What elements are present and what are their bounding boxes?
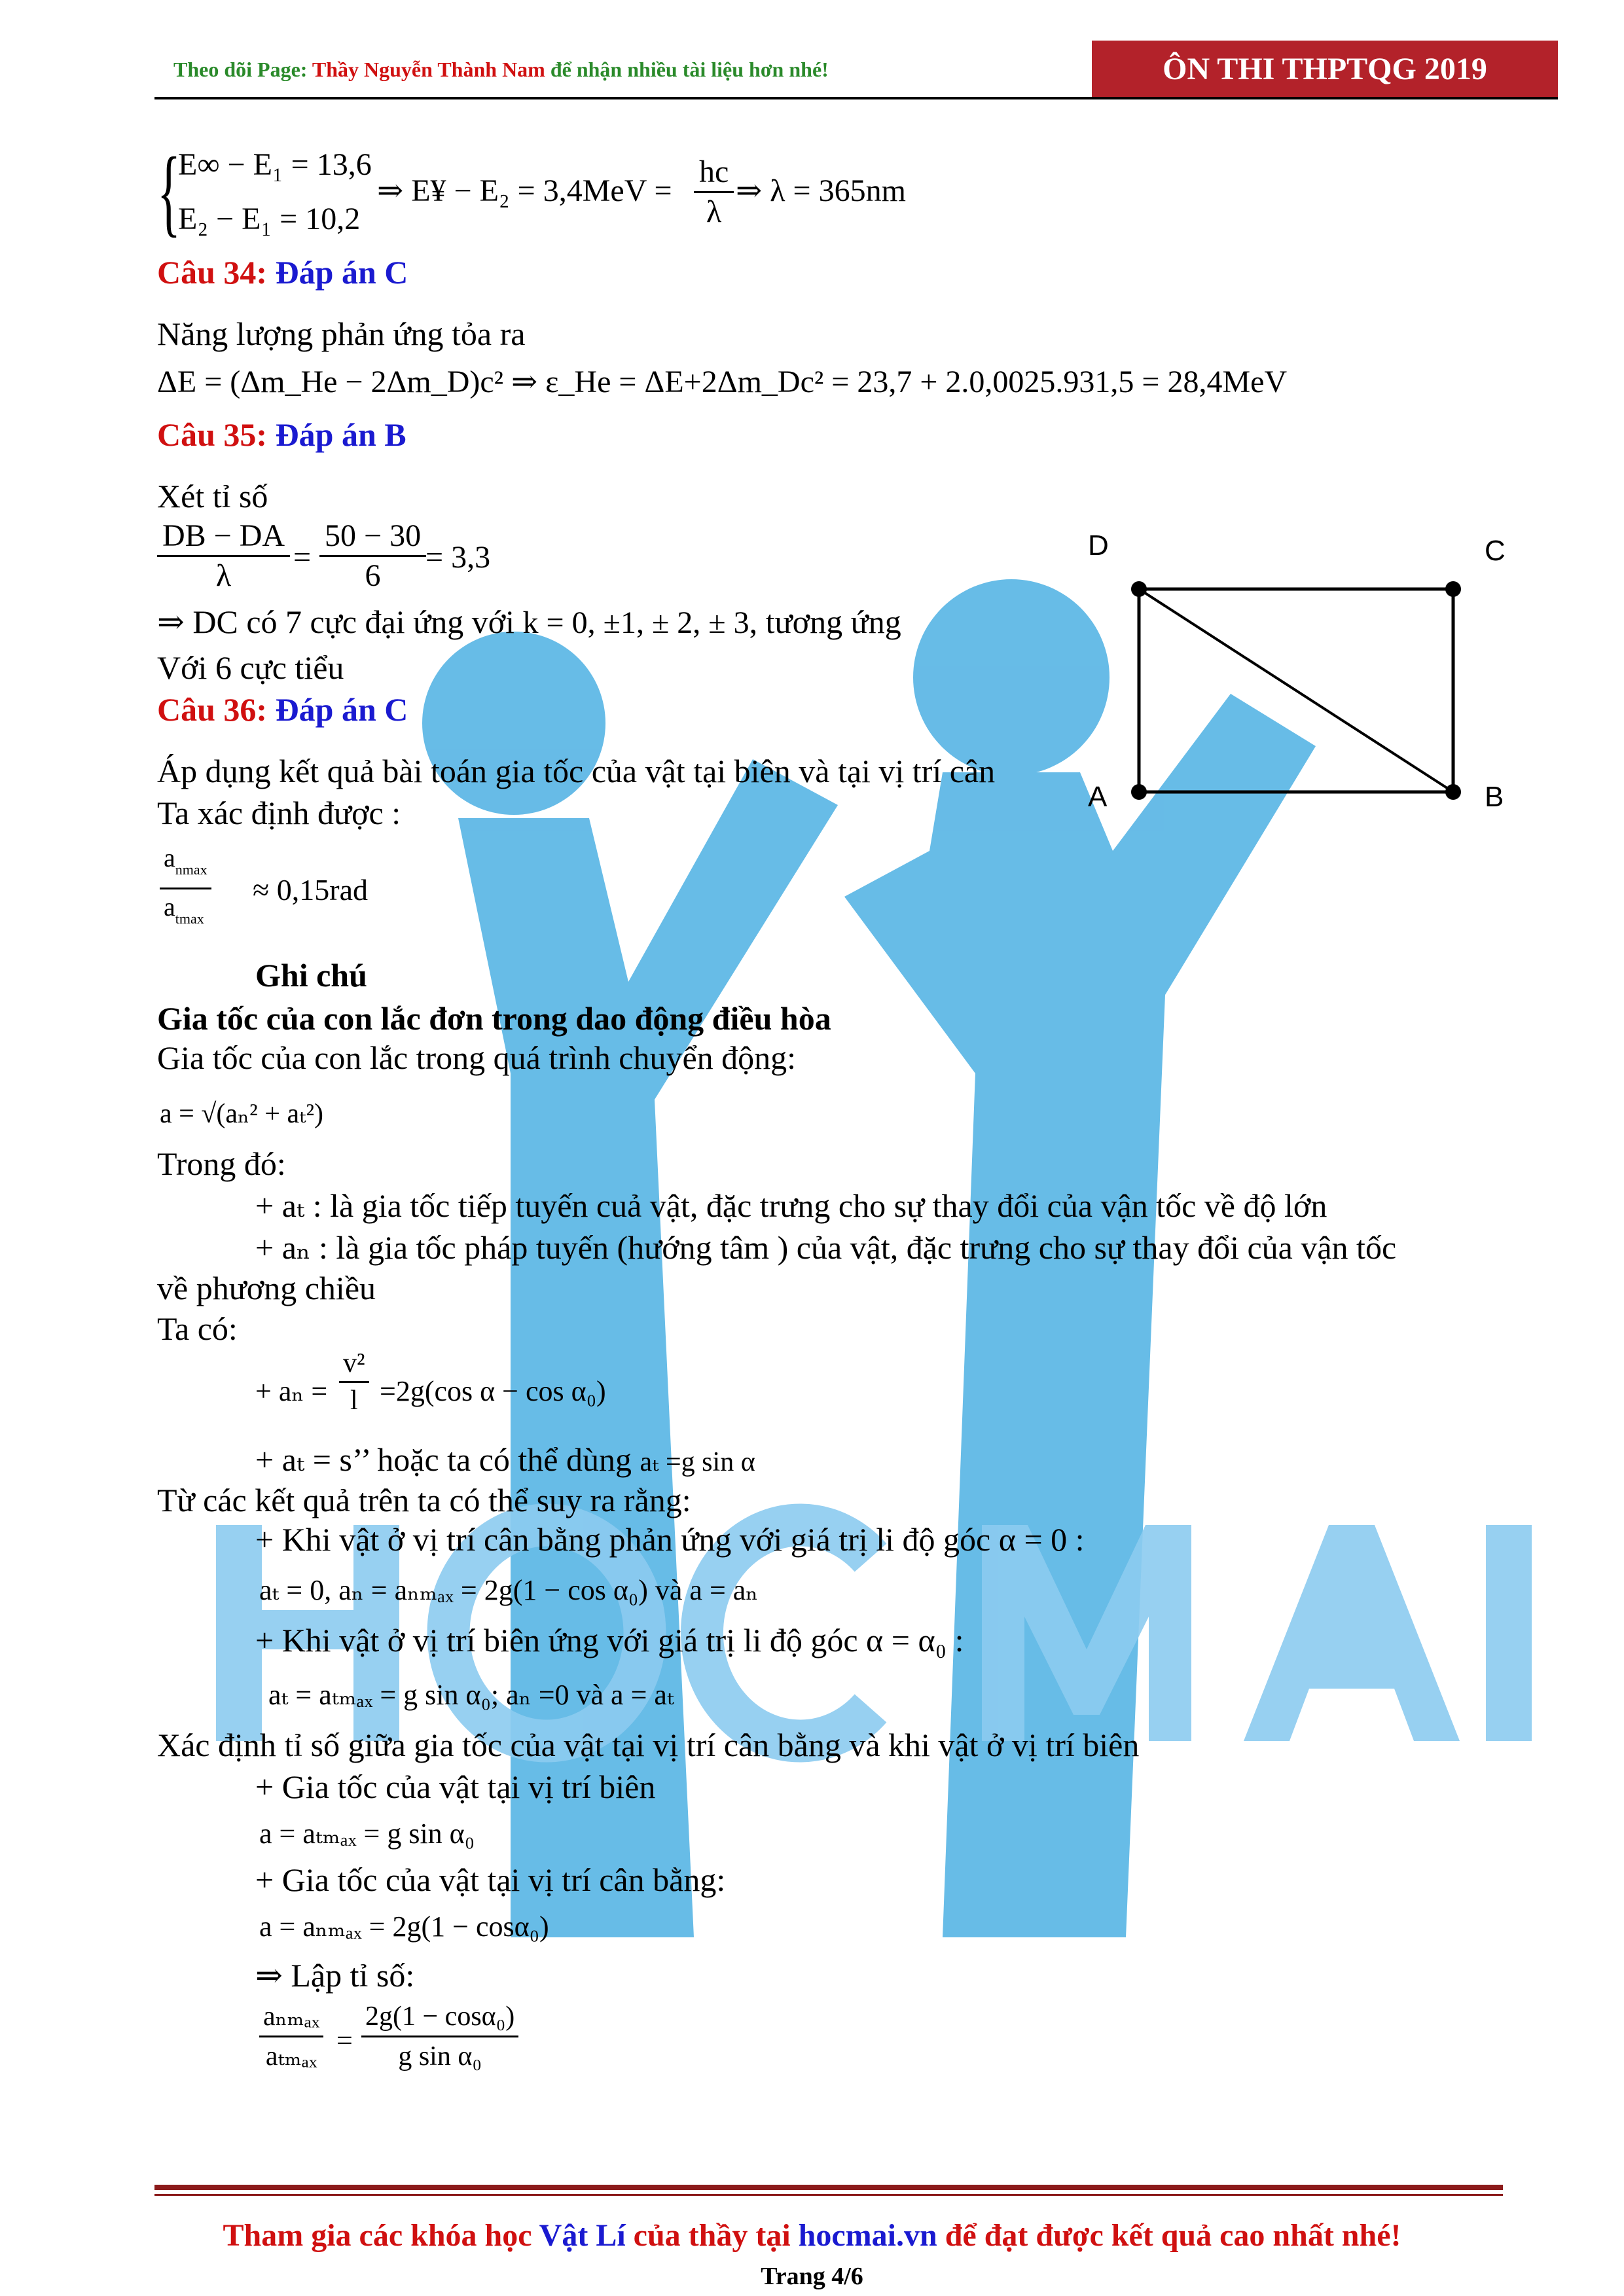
q35-fraction2 (319, 517, 426, 595)
note-title: Ghi chú (255, 957, 367, 994)
q36-line2: Ta xác định được : (157, 795, 401, 831)
q34-formula: ΔE = (Δm_He − 2Δm_D)c² ⇒ ε_He = ΔE+2Δm_Dc² = 23,7 + 2.0,0025.931,5 = 28,4MeV (157, 365, 1288, 399)
follow-prefix: Theo dõi Page: (173, 58, 312, 81)
q35-rectangle-diagram (1074, 524, 1519, 825)
q36-line1: Áp dụng kết quả bài toán gia tốc của vật tại biên và tại vị trí cân (157, 753, 996, 789)
note-l9 (255, 1440, 755, 1482)
note-l12: aₜ = 0, aₙ = aₙₘₐₓ = 2g(1 − cos α₀) và a = aₙ (259, 1574, 759, 1606)
diagram-diagonal-db (1139, 589, 1453, 792)
q36-ratio-num: $a_{nmax}$ (160, 840, 211, 889)
note-l8-b: =2g(cos α − cos α₀) (380, 1375, 606, 1407)
page-number: Trang 4/6 (761, 2263, 863, 2290)
note-l1: Gia tốc của con lắc trong quá trình chuyển động: (157, 1039, 797, 1076)
note-l2: a = √(aₙ² + aₜ²) (160, 1099, 324, 1129)
note-l7: Ta có: (157, 1310, 238, 1347)
footer-promo: Tham gia các khóa học Vật Lí của thầy tại hocmai.vn để đạt được kết quả cao nhất nhé! (223, 2218, 1401, 2253)
note-l3: Trong đó: (157, 1145, 286, 1182)
q33-system-brace: { (157, 137, 181, 246)
q35-result: = 3,3 (425, 540, 491, 575)
label-d: D (1088, 529, 1109, 562)
q35-line2-b: , tương ứng (749, 603, 901, 640)
q36-answer: Đáp án C (275, 691, 408, 728)
note-l8-fraction (339, 1346, 369, 1418)
q35-answer: Đáp án B (275, 416, 406, 453)
note-l10: Từ các kết quả trên ta có thể suy ra rằng: (157, 1482, 691, 1518)
point-b (1445, 784, 1461, 800)
q35-line2 (157, 602, 901, 643)
footer-divider-thin (154, 2194, 1503, 2196)
note-l15: Xác định tỉ số giữa gia tốc của vật tại vị trí cân bằng và khi vật ở vị trí biên (157, 1727, 1140, 1763)
q33-frac-den: λ (706, 194, 722, 229)
note-l21-den-left: aₜₘₐₓ (265, 2041, 317, 2072)
note-l8-den: l (350, 1386, 358, 1416)
footer-subject: Vật Lí (539, 2218, 626, 2253)
q34-line1: Năng lượng phản ứng tỏa ra (157, 315, 526, 352)
q33-sys-line2: E₂ − E₁ = 10,2 (178, 202, 361, 236)
label-a: A (1088, 781, 1108, 813)
q34-heading (157, 253, 408, 292)
header-divider (154, 97, 1558, 99)
note-l21-right-fraction (361, 1998, 518, 2075)
note-l21-den-right: g sin α₀ (398, 2041, 482, 2072)
q36-label: Câu 36: (157, 691, 268, 728)
q33-implies1: ⇒ E¥ − E₂ = 3,4MeV = (377, 173, 672, 208)
q36-ratio-value: ≈ 0,15rad (253, 873, 368, 906)
q36-heading (157, 690, 408, 729)
follow-suffix: để nhận nhiều tài liệu hơn nhé! (545, 58, 829, 81)
q35-line2-k: k = 0, ±1, ± 2, ± 3 (522, 605, 749, 640)
point-c (1445, 581, 1461, 597)
q35-label: Câu 35: (157, 416, 268, 453)
point-a (1131, 784, 1147, 800)
label-b: B (1485, 781, 1504, 813)
note-l18: + Gia tốc của vật tại vị trí cân bằng: (255, 1861, 726, 1898)
note-l19: a = aₙₘₐₓ = 2g(1 − cosα₀) (259, 1910, 549, 1943)
note-l16: + Gia tốc của vật tại vị trí biên (255, 1768, 656, 1805)
label-c: C (1485, 535, 1506, 567)
footer-site-link[interactable]: hocmai.vn (798, 2218, 937, 2253)
note-l8-a: + aₙ = (255, 1375, 328, 1407)
q35-f2-den: 6 (365, 558, 381, 593)
teacher-name: Thầy Nguyễn Thành Nam (312, 58, 545, 81)
note-l5: + aₙ : là gia tốc pháp tuyến (hướng tâm ) của vật, đặc trưng cho sự thay đổi của vận tốc (255, 1229, 1397, 1266)
note-l9-b: aₜ =g sin α (640, 1447, 755, 1477)
note-l13: + Khi vật ở vị trí biên ứng với giá trị li độ góc α = α₀ : (255, 1622, 964, 1659)
note-l14: aₜ = aₜₘₐₓ = g sin α₀; aₙ =0 và a = aₜ (268, 1679, 674, 1711)
q35-line3: Với 6 cực tiểu (157, 649, 344, 686)
footer-divider-thick (154, 2185, 1503, 2190)
q35-line2-a: ⇒ DC có 7 cực đại ứng với (157, 603, 515, 640)
q36-ratio (160, 840, 211, 937)
q35-eq-sign: = (293, 540, 312, 575)
note-subtitle: Gia tốc của con lắc đơn trong dao động điều hòa (157, 1000, 831, 1037)
header-follow-text (173, 58, 829, 82)
q34-label: Câu 34: (157, 254, 268, 291)
note-l21-num-right: 2g(1 − cosα₀) (361, 1998, 518, 2037)
q35-f1-num: DB − DA (157, 517, 290, 557)
note-l4: + aₜ : là gia tốc tiếp tuyến cuả vật, đặc trưng cho sự thay đổi của vận tốc về độ lớn (255, 1187, 1327, 1224)
q33-fraction (694, 153, 734, 231)
note-l21-left-fraction (259, 1998, 323, 2075)
q35-f2-num: 50 − 30 (319, 517, 426, 557)
note-l8-num: v² (339, 1346, 369, 1383)
point-d (1131, 581, 1147, 597)
q33-sys-line1: E∞ − E₁ = 13,6 (178, 147, 372, 182)
note-l21-eq: = (336, 2024, 353, 2056)
q35-line1: Xét tỉ số (157, 478, 268, 514)
note-l6: về phương chiều (157, 1270, 376, 1306)
q35-heading (157, 415, 406, 454)
q33-implies2: ⇒ λ = 365nm (736, 173, 906, 208)
q33-frac-num: hc (694, 153, 734, 193)
exam-badge: ÔN THI THPTQG 2019 (1092, 41, 1558, 98)
note-l17: a = aₜₘₐₓ = g sin α₀ (259, 1818, 475, 1850)
note-l20: ⇒ Lập tỉ số: (255, 1957, 415, 1994)
q35-f1-den: λ (215, 558, 232, 593)
q34-answer: Đáp án C (275, 254, 408, 291)
q36-ratio-den: $a_{tmax}$ (164, 892, 204, 927)
note-l21-num-left: aₙₘₐₓ (259, 1998, 323, 2037)
note-l9-a: + aₜ = s’’ hoặc ta có thể dùng (255, 1441, 632, 1478)
q35-fraction1 (157, 517, 290, 595)
note-l11: + Khi vật ở vị trí cân bằng phản ứng với giá trị li độ góc α = 0 : (255, 1521, 1085, 1558)
